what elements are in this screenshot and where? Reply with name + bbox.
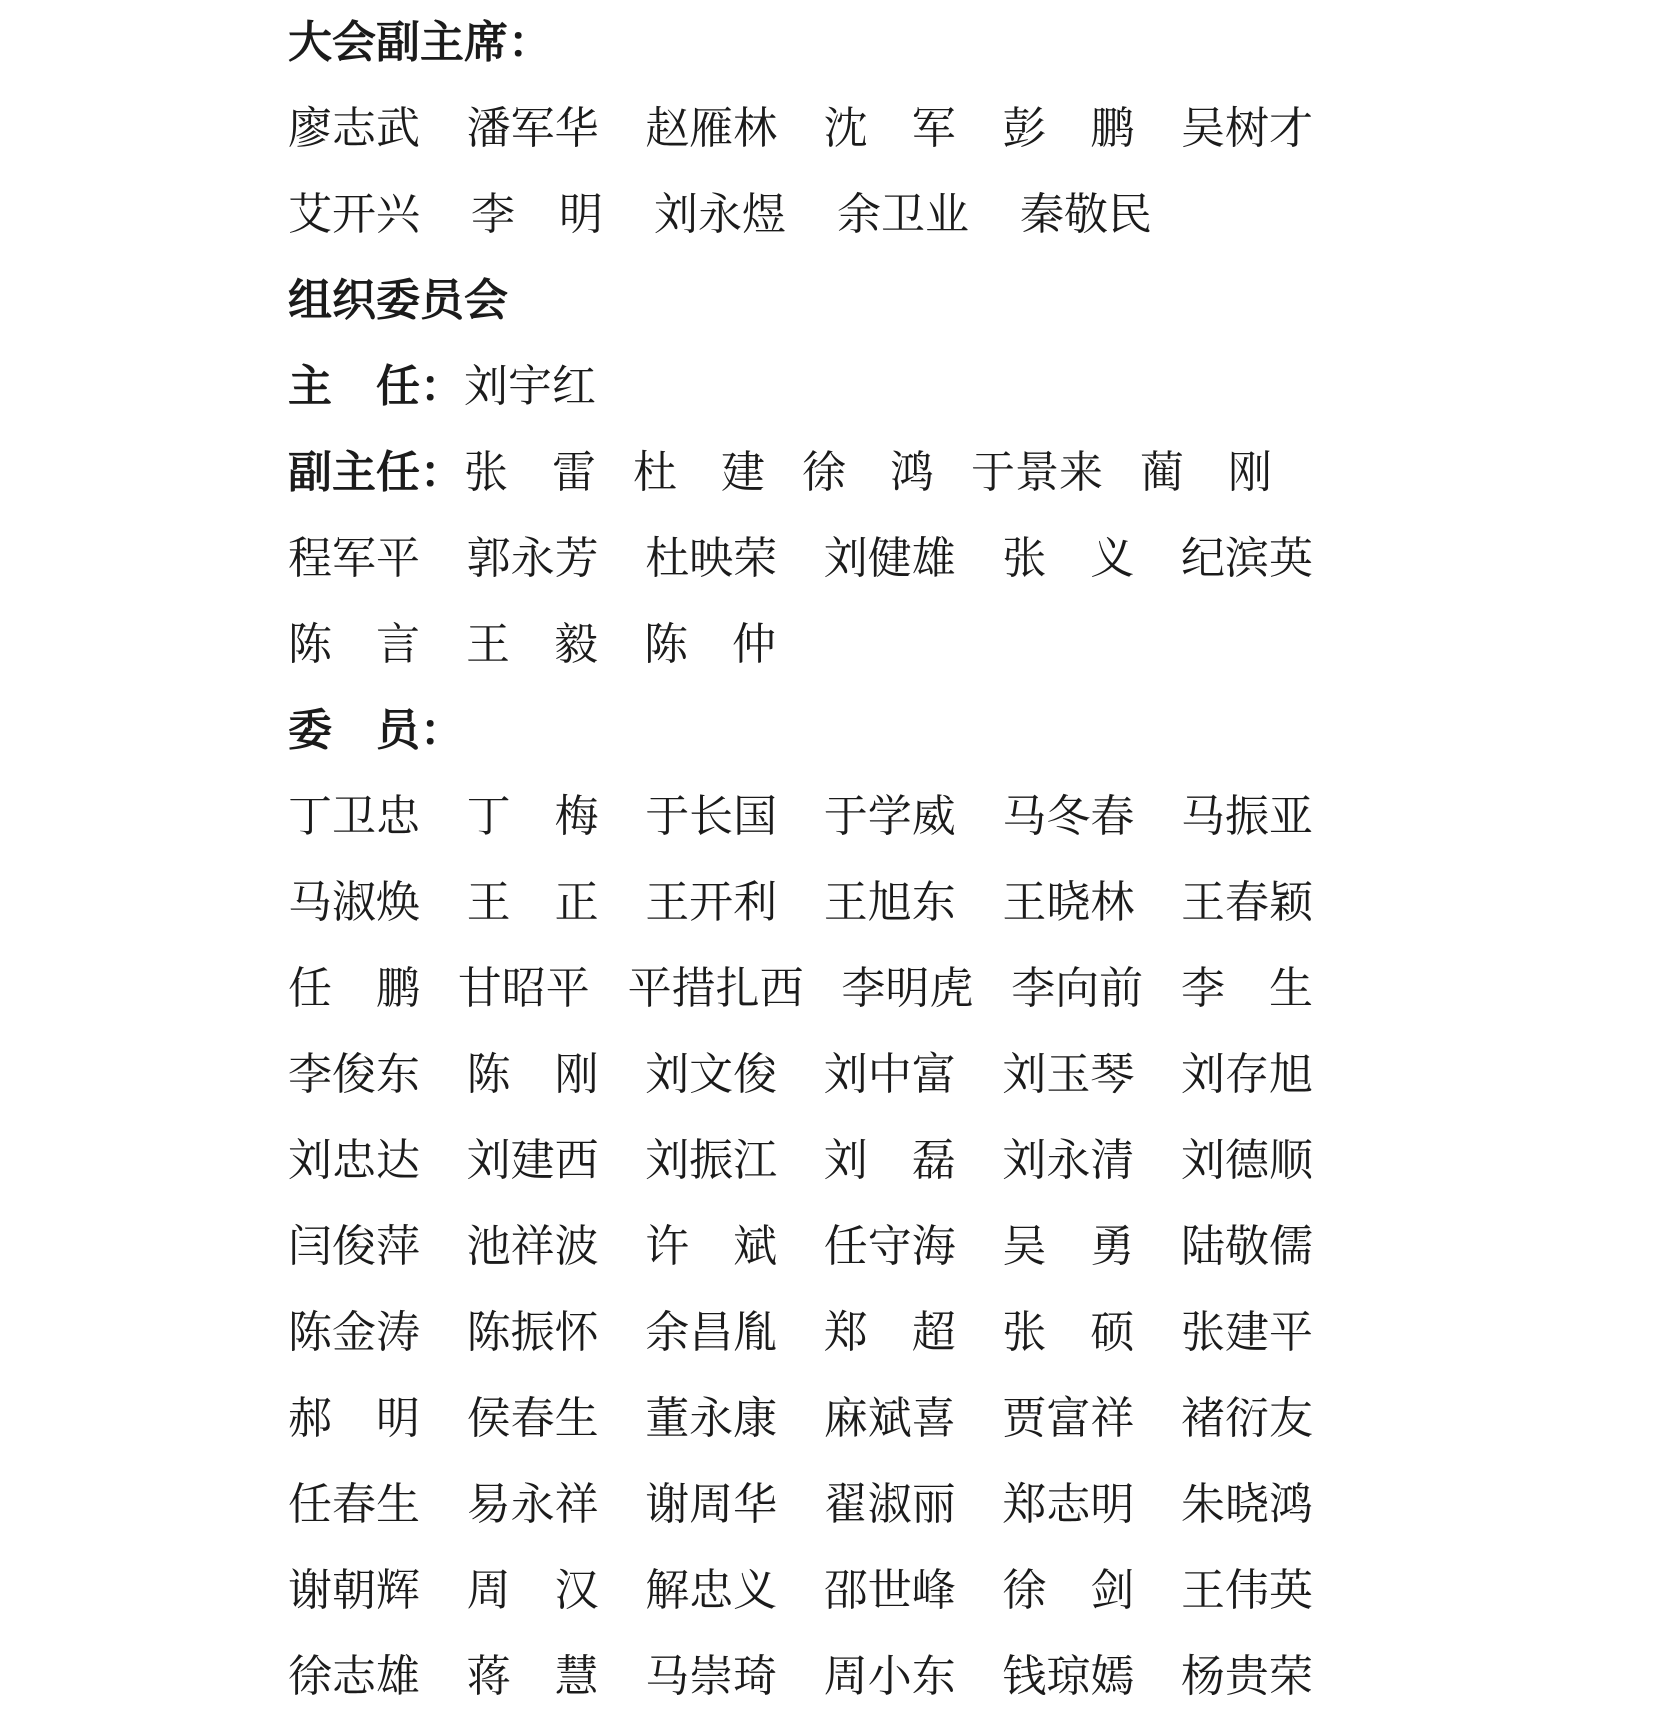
names-group bbox=[288, 860, 1313, 946]
person-name: 刘建西 bbox=[466, 1136, 599, 1185]
person-name: 李 生 bbox=[1180, 964, 1313, 1013]
person-name: 贾富祥 bbox=[1002, 1394, 1135, 1443]
person-name: 刘 磊 bbox=[823, 1136, 956, 1185]
name-row bbox=[288, 430, 1313, 516]
person-name: 丁卫忠 bbox=[288, 792, 420, 841]
person-name: 褚衍友 bbox=[1180, 1394, 1313, 1443]
names-group bbox=[464, 430, 1272, 516]
names-group bbox=[288, 516, 1313, 602]
names-group bbox=[288, 1462, 1313, 1548]
person-name: 刘永清 bbox=[1002, 1136, 1135, 1185]
person-name: 郑 超 bbox=[823, 1308, 956, 1357]
name-row bbox=[288, 86, 1313, 172]
person-name: 赵雁林 bbox=[645, 104, 778, 153]
person-name: 董永康 bbox=[645, 1394, 778, 1443]
person-name: 张建平 bbox=[1180, 1308, 1313, 1357]
role-label: 主 任： bbox=[288, 362, 464, 411]
person-name: 吴树才 bbox=[1180, 104, 1313, 153]
person-name: 于景来 bbox=[971, 448, 1103, 497]
person-name: 刘永煜 bbox=[654, 190, 786, 239]
name-row bbox=[288, 946, 1313, 1032]
section-heading: 组织委员会 bbox=[288, 276, 508, 325]
person-name: 蔺 刚 bbox=[1140, 448, 1272, 497]
person-name: 王伟英 bbox=[1180, 1566, 1313, 1615]
person-name: 王春颖 bbox=[1180, 878, 1313, 927]
person-name: 李 明 bbox=[471, 190, 603, 239]
person-name: 朱晓鸿 bbox=[1180, 1480, 1313, 1529]
person-name: 刘存旭 bbox=[1180, 1050, 1313, 1099]
person-name: 丁 梅 bbox=[466, 792, 599, 841]
person-name: 刘中富 bbox=[823, 1050, 956, 1099]
person-name: 任春生 bbox=[288, 1480, 420, 1529]
person-name: 平措扎西 bbox=[627, 964, 804, 1013]
person-name: 马振亚 bbox=[1180, 792, 1313, 841]
names-group bbox=[288, 1204, 1313, 1290]
person-name: 刘忠达 bbox=[288, 1136, 420, 1185]
person-name: 任 鹏 bbox=[288, 964, 420, 1013]
person-name: 侯春生 bbox=[466, 1394, 599, 1443]
name-row bbox=[288, 344, 1313, 430]
person-name: 闫俊萍 bbox=[288, 1222, 420, 1271]
person-name: 陈金涛 bbox=[288, 1308, 420, 1357]
names-group bbox=[288, 86, 1313, 172]
person-name: 纪滨英 bbox=[1180, 534, 1313, 583]
person-name: 易永祥 bbox=[466, 1480, 599, 1529]
person-name: 余昌胤 bbox=[645, 1308, 778, 1357]
person-name: 王 毅 bbox=[466, 620, 598, 669]
person-name: 郝 明 bbox=[288, 1394, 420, 1443]
person-name: 刘健雄 bbox=[823, 534, 956, 583]
person-name: 谢周华 bbox=[645, 1480, 778, 1529]
names-group bbox=[288, 1290, 1313, 1376]
name-row bbox=[288, 1118, 1313, 1204]
name-row bbox=[288, 1376, 1313, 1462]
person-name: 陈 仲 bbox=[644, 620, 776, 669]
names-group bbox=[288, 602, 1313, 688]
person-name: 徐 剑 bbox=[1002, 1566, 1135, 1615]
person-name: 蒋 慧 bbox=[466, 1652, 599, 1701]
person-name: 翟淑丽 bbox=[823, 1480, 956, 1529]
name-row bbox=[288, 516, 1313, 602]
person-name: 彭 鹏 bbox=[1002, 104, 1135, 153]
names-group bbox=[288, 1548, 1313, 1634]
names-group bbox=[288, 1634, 1313, 1713]
person-name: 潘军华 bbox=[466, 104, 599, 153]
person-name: 秦敬民 bbox=[1020, 190, 1152, 239]
names-group bbox=[288, 1118, 1313, 1204]
section-heading: 委 员： bbox=[288, 706, 464, 755]
name-row bbox=[288, 172, 1313, 258]
name-row bbox=[288, 1290, 1313, 1376]
person-name: 廖志武 bbox=[288, 104, 420, 153]
person-name: 张 雷 bbox=[464, 448, 596, 497]
names-group bbox=[288, 1376, 1313, 1462]
person-name: 陈振怀 bbox=[466, 1308, 599, 1357]
person-name: 陆敬儒 bbox=[1180, 1222, 1313, 1271]
person-name: 徐志雄 bbox=[288, 1652, 420, 1701]
person-name: 王晓林 bbox=[1002, 878, 1135, 927]
person-name: 郑志明 bbox=[1002, 1480, 1135, 1529]
name-row bbox=[288, 774, 1313, 860]
role-label: 副主任： bbox=[288, 448, 464, 497]
person-name: 周 汉 bbox=[466, 1566, 599, 1615]
person-name: 马冬春 bbox=[1002, 792, 1135, 841]
person-name: 池祥波 bbox=[466, 1222, 599, 1271]
person-name: 麻斌喜 bbox=[823, 1394, 956, 1443]
person-name: 王旭东 bbox=[823, 878, 956, 927]
person-name: 李向前 bbox=[1011, 964, 1144, 1013]
person-name: 李俊东 bbox=[288, 1050, 420, 1099]
person-name: 程军平 bbox=[288, 534, 420, 583]
person-name: 许 斌 bbox=[645, 1222, 778, 1271]
person-name: 王 正 bbox=[466, 878, 599, 927]
person-name: 陈 刚 bbox=[466, 1050, 599, 1099]
name-row bbox=[288, 1462, 1313, 1548]
person-name: 甘昭平 bbox=[457, 964, 590, 1013]
name-row bbox=[288, 602, 1313, 688]
person-name: 刘玉琴 bbox=[1002, 1050, 1135, 1099]
person-name: 邵世峰 bbox=[823, 1566, 956, 1615]
names-group bbox=[464, 344, 596, 430]
name-row bbox=[288, 1032, 1313, 1118]
person-name: 吴 勇 bbox=[1002, 1222, 1135, 1271]
section-heading: 大会副主席： bbox=[288, 18, 552, 67]
person-name: 马崇琦 bbox=[645, 1652, 778, 1701]
person-name: 杨贵荣 bbox=[1180, 1652, 1313, 1701]
person-name: 张 硕 bbox=[1002, 1308, 1135, 1357]
committee-name-list bbox=[288, 0, 1313, 1713]
person-name: 沈 军 bbox=[823, 104, 956, 153]
person-name: 刘德顺 bbox=[1180, 1136, 1313, 1185]
person-name: 艾开兴 bbox=[288, 190, 420, 239]
person-name: 解忠义 bbox=[645, 1566, 778, 1615]
person-name: 谢朝辉 bbox=[288, 1566, 420, 1615]
person-name: 于长国 bbox=[645, 792, 778, 841]
names-group bbox=[288, 1032, 1313, 1118]
names-group bbox=[288, 774, 1313, 860]
person-name: 张 义 bbox=[1002, 534, 1135, 583]
names-group bbox=[288, 172, 1313, 258]
person-name: 任守海 bbox=[823, 1222, 956, 1271]
names-group bbox=[288, 946, 1313, 1032]
name-row bbox=[288, 1634, 1313, 1713]
name-row bbox=[288, 1204, 1313, 1290]
name-row bbox=[288, 860, 1313, 946]
person-name: 杜 建 bbox=[633, 448, 765, 497]
person-name: 于学威 bbox=[823, 792, 956, 841]
person-name: 周小东 bbox=[823, 1652, 956, 1701]
person-name: 刘振江 bbox=[645, 1136, 778, 1185]
person-name: 刘宇红 bbox=[464, 362, 596, 411]
person-name: 徐 鸿 bbox=[802, 448, 934, 497]
person-name: 刘文俊 bbox=[645, 1050, 778, 1099]
person-name: 钱琼嫣 bbox=[1002, 1652, 1135, 1701]
person-name: 李明虎 bbox=[841, 964, 974, 1013]
person-name: 余卫业 bbox=[837, 190, 969, 239]
name-row bbox=[288, 1548, 1313, 1634]
person-name: 王开利 bbox=[645, 878, 778, 927]
person-name: 马淑焕 bbox=[288, 878, 420, 927]
person-name: 陈 言 bbox=[288, 620, 420, 669]
person-name: 郭永芳 bbox=[466, 534, 599, 583]
person-name: 杜映荣 bbox=[645, 534, 778, 583]
